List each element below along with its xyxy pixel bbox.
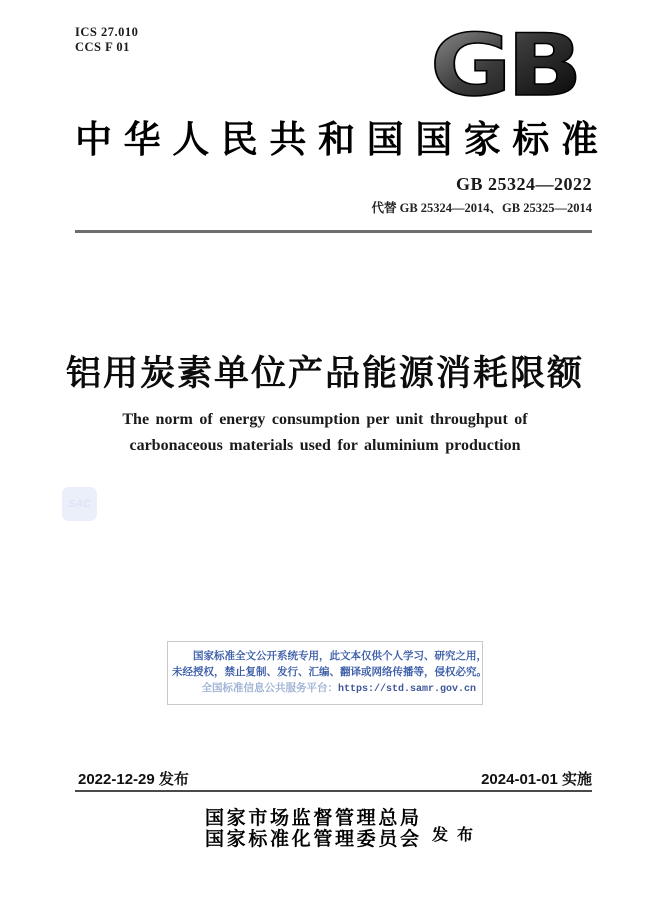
standard-number: GB 25324—2022 [455,174,592,194]
implement-date: 2024-01-01 实施 [481,771,592,788]
standard-title-en-line2: carbonaceous materials used for aluminium production [129,437,521,454]
header-divider [75,230,592,233]
publish-word: 发布 [432,827,483,844]
notice-platform-url: https://std.samr.gov.cn [337,684,476,695]
notice-line2: 未经授权，禁止复制、发行、汇编、翻译或网络传播等，侵权必究。 [172,667,487,678]
gb-logo-icon [428,26,580,104]
ccs-code: CCS F 01 [75,40,130,54]
svg-text:GB: GB [430,26,578,104]
ics-code: ICS 27.010 [75,25,139,39]
sac-watermark-icon: SAC [62,487,97,521]
standard-title-zh: 铝用炭素单位产品能源消耗限额 [65,354,584,393]
issuer-block [205,808,419,850]
replaces-note: 代替 GB 25324—2014、GB 25325—2014 [371,201,592,215]
standard-title-en-line1: The norm of energy consumption per unit throughput of [122,411,528,428]
issuer-line2: 国家标准化管理委员会 [205,829,419,850]
national-standard-heading: 中华人民共和国国家标准 [75,120,598,161]
notice-line3 [172,681,478,698]
issue-date: 2022-12-29 发布 [78,771,189,788]
notice-line1: 国家标准全文公开系统专用，此文本仅供个人学习、研究之用， [193,651,487,662]
standard-title-en [0,407,650,459]
notice-platform-label: 全国标准信息公共服务平台： [201,683,338,694]
footer-divider [75,790,592,792]
issuer-line1: 国家市场监督管理总局 [205,808,419,829]
classification-codes [75,25,138,55]
public-system-notice [167,641,487,705]
